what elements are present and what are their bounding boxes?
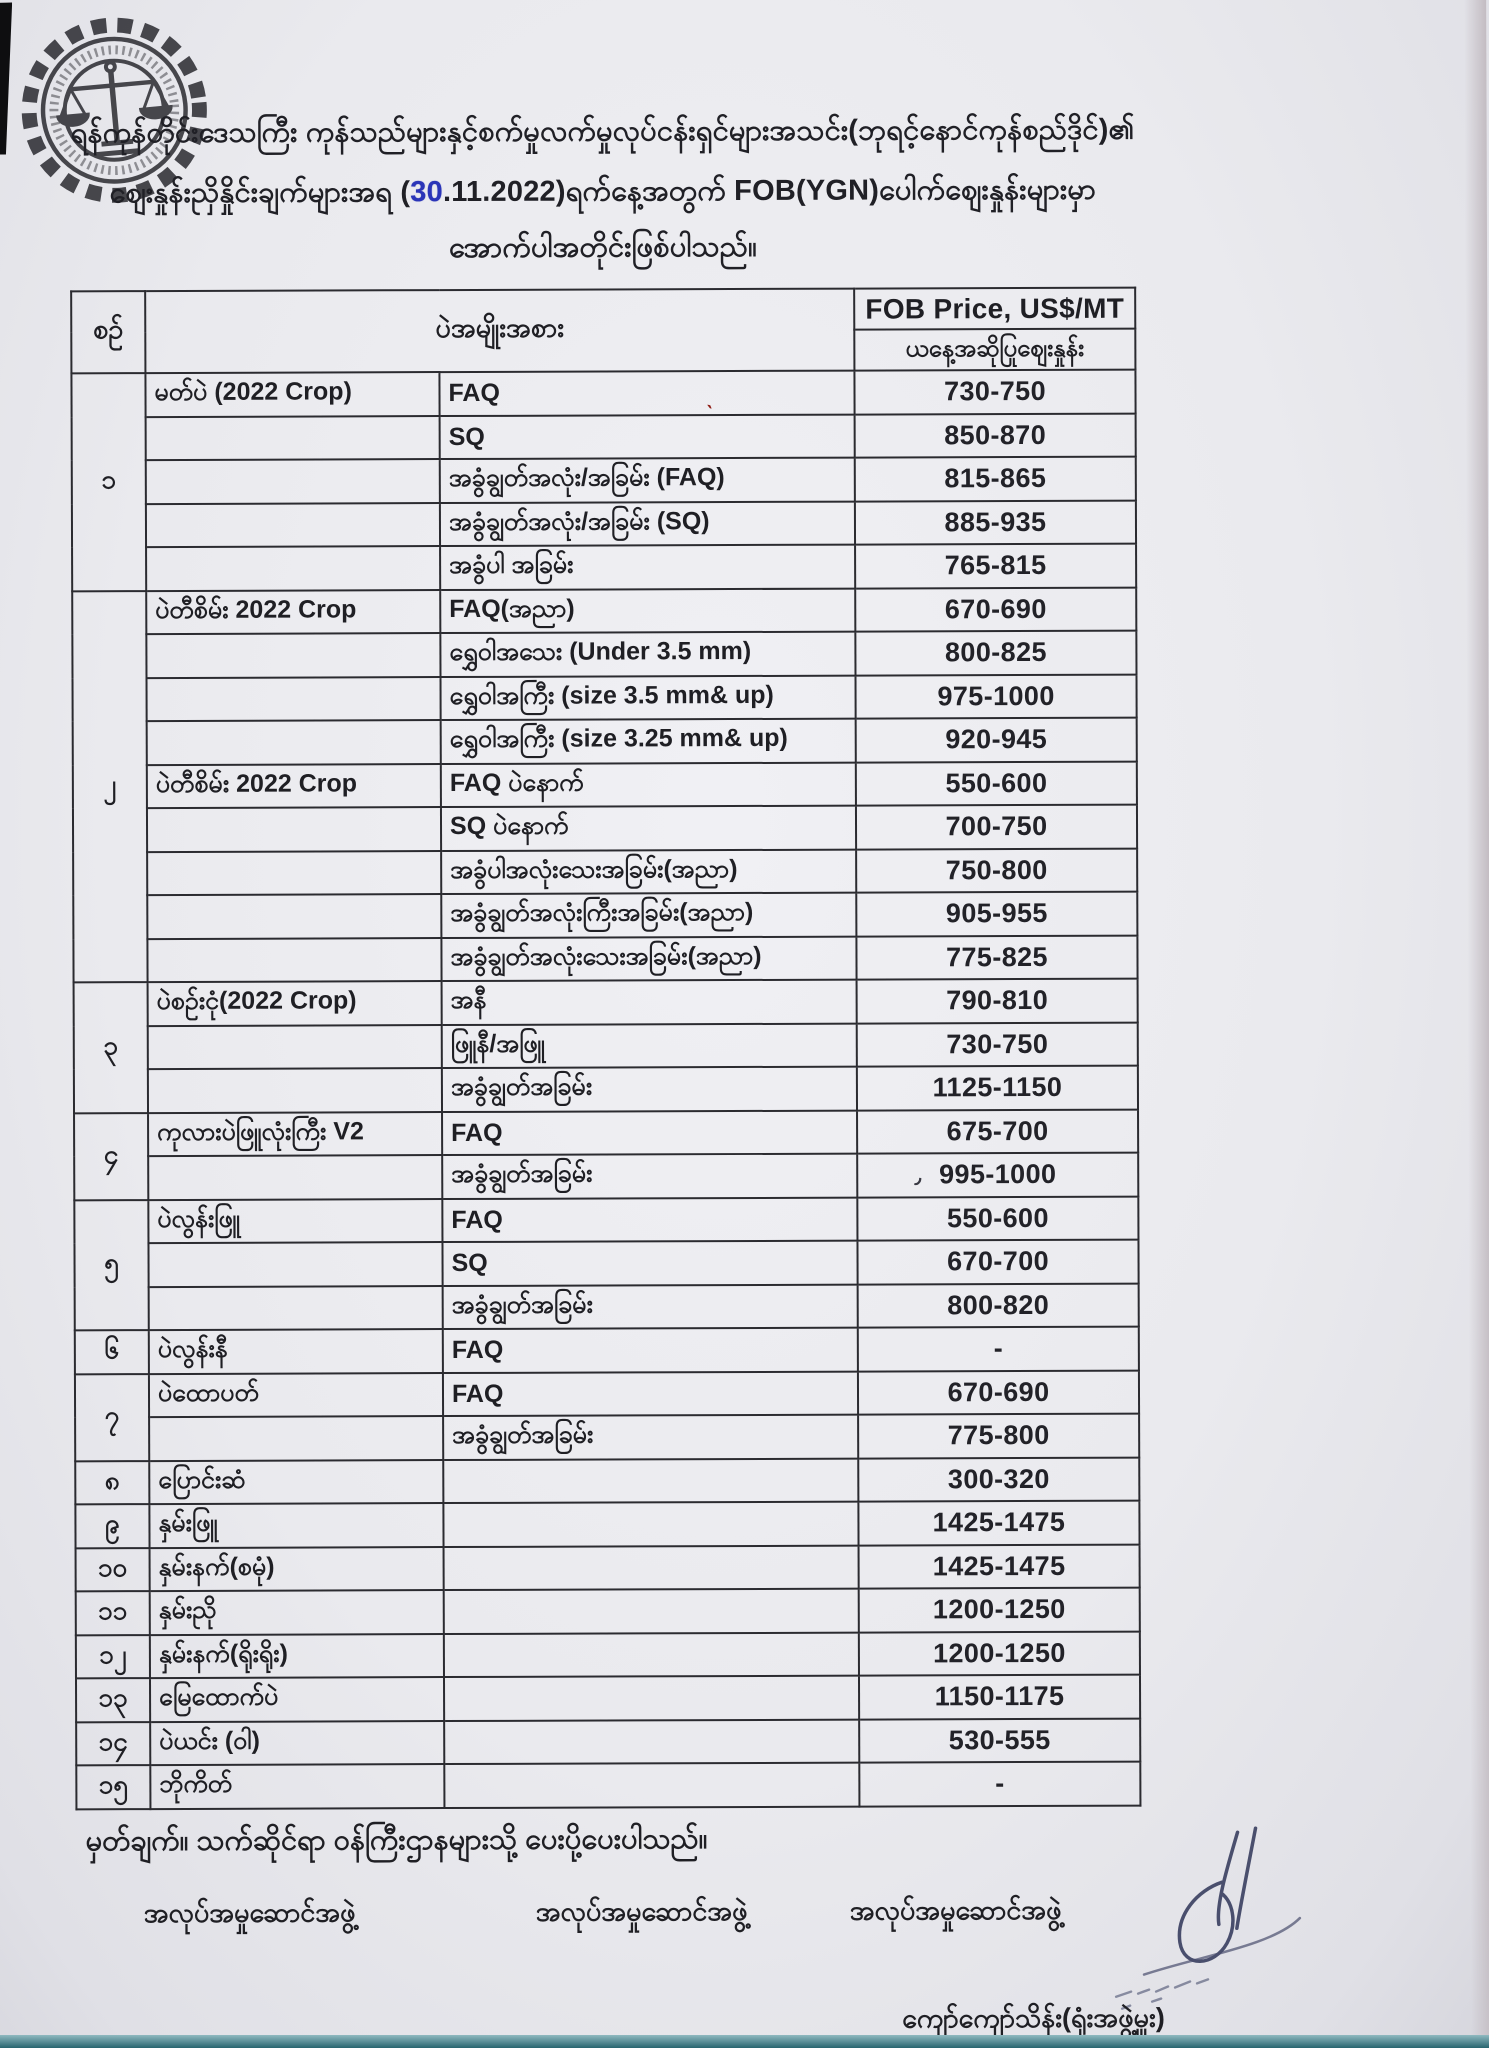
price-value-cell: 1200-1250 [859,1631,1140,1675]
executive-committee-label-3: အလုပ်အမှုဆောင်အဖွဲ့ [849,1894,1062,1926]
serial-number-cell: ၄ [74,1113,148,1200]
bean-group-cell [147,851,441,896]
bean-group-cell: ပဲတီစိမ်း 2022 Crop [146,590,440,635]
bean-group-cell [149,1286,443,1331]
grade-spec-cell: အခွံချွတ်အလုံးကြီးအခြမ်း(အညာ) [441,893,856,938]
bean-group-cell [146,546,440,591]
table-row [75,1414,1139,1461]
bean-group-cell: ပဲလွန်းနီ [149,1329,443,1374]
grade-spec-cell: ရွှေဝါအကြီး (size 3.25 mm& up) [441,719,856,764]
grade-spec-cell: FAQ ပဲနောက် [441,762,856,807]
table-row [72,500,1136,547]
title-line-2-post: .11.2022)ရက်နေ့အတွက် FOB(YGN)ပေါက်ဈေးနှုန်းများမှာ [442,173,1097,209]
price-value-cell: 885-935 [855,500,1136,544]
price-value-cell: 1200-1250 [859,1588,1140,1632]
serial-number-cell: ၁၃ [76,1678,150,1722]
fob-price-table [70,287,1141,1810]
red-check-mark: ˎ [706,383,719,410]
price-value-cell: 920-945 [856,718,1137,762]
table-row [72,457,1136,504]
table-row [76,1675,1140,1722]
title-line-3: အောက်ပါအတိုင်းဖြစ်ပါသည်။ [448,230,758,265]
column-header-bean-type: ပဲအမျိုးအစား [145,289,854,373]
bean-group-cell [146,503,440,548]
table-row [75,1457,1139,1504]
bean-group-cell: ပဲလွန်းဖြူ [148,1199,442,1244]
serial-number-cell: ၃ [74,982,148,1113]
table-row [73,805,1137,852]
serial-number-cell: ၁၄ [76,1722,150,1766]
price-value-cell: - [858,1327,1139,1371]
price-value-cell: 300-320 [858,1457,1139,1501]
bean-group-cell [149,1416,443,1461]
table-row [73,674,1137,721]
serial-number-cell: ၁ [71,373,146,591]
price-value-cell: 995-1000 [857,1153,1138,1197]
bean-group-cell [147,677,441,722]
bean-group-cell [148,1155,442,1200]
price-value-cell: 670-690 [858,1370,1139,1414]
grade-spec-cell: အခွံချွတ်အခြမ်း [442,1067,857,1112]
price-value-cell: 975-1000 [856,674,1137,718]
grade-spec-cell: အခွံပါအလုံးသေးအခြမ်း(အညာ) [441,849,856,894]
bean-group-cell [146,633,440,678]
table-row [76,1588,1140,1635]
bean-group-cell: မတ်ပဲ (2022 Crop) [145,372,439,417]
scan-edge-artifact-left [0,3,13,155]
serial-number-cell: ၁၅ [76,1765,150,1809]
bean-group-cell [147,894,441,939]
handwritten-date-correction: 30 [410,176,443,209]
price-value-cell: 675-700 [857,1109,1138,1153]
table-row [72,544,1136,591]
serial-number-cell: ၁၁ [76,1591,150,1635]
grade-spec-cell [444,1676,859,1721]
price-value-cell: 1150-1175 [859,1675,1140,1719]
bean-group-cell: မြေထောက်ပဲ [150,1677,444,1722]
price-value-cell: 1125-1150 [857,1066,1138,1110]
bean-group-cell: ဘိုကိတ် [150,1764,444,1809]
grade-spec-cell: အခွံချွတ်အလုံး/အခြမ်း (SQ) [440,501,855,546]
grade-spec-cell: SQ [442,1241,857,1286]
price-value-cell: 815-865 [855,457,1136,501]
title-line-2 [58,171,1148,218]
grade-spec-cell [444,1545,859,1590]
bean-group-cell [147,807,441,852]
table-row [71,370,1135,417]
table-header [71,288,1135,374]
table-row [74,1153,1138,1200]
bean-group-cell: ပဲတီစိမ်း 2022 Crop [147,764,441,809]
bean-group-cell: နှမ်းဖြူ [149,1503,443,1548]
grade-spec-cell: အခွံချွတ်အလုံးသေးအခြမ်း(အညာ) [441,936,856,981]
price-value-cell: 775-825 [856,935,1137,979]
table-row [72,587,1136,634]
price-value-cell: 730-750 [857,1022,1138,1066]
bean-group-cell: ပဲစဉ်းငုံ(2022 Crop) [148,981,442,1026]
bean-group-cell [147,938,441,983]
column-header-serial: စဉ် [71,291,145,373]
grade-spec-cell: ရွှေဝါအသေး (Under 3.5 mm) [440,632,855,677]
grade-spec-cell: အနီ [442,980,857,1025]
executive-committee-label-1: အလုပ်အမှုဆောင်အဖွဲ့ [143,1897,356,1929]
serial-number-cell: ၇ [75,1374,149,1461]
grade-spec-cell [444,1719,859,1764]
table-row [74,1240,1138,1287]
price-value-cell: 800-825 [855,631,1136,675]
grade-spec-cell [443,1502,858,1547]
grade-spec-cell [443,1458,858,1503]
serial-number-cell: ၁၂ [76,1635,150,1679]
price-value-cell: 670-700 [857,1240,1138,1284]
bean-group-cell [147,720,441,765]
grade-spec-cell: အခွံချွတ်အလုံး/အခြမ်း (FAQ) [440,458,855,503]
grade-spec-cell: FAQ [443,1371,858,1416]
price-value-cell: 765-815 [855,544,1136,588]
table-row [75,1370,1139,1417]
serial-number-cell: ၂ [72,591,147,983]
serial-number-cell: ၈ [75,1461,149,1505]
price-value-cell: 800-820 [858,1283,1139,1327]
price-value-cell: 905-955 [856,892,1137,936]
bean-group-cell [148,1068,442,1113]
serial-number-cell: ၆ [75,1330,149,1374]
table-row [72,631,1136,678]
executive-committee-label-2: အလုပ်အမှုဆောင်အဖွဲ့ [535,1895,748,1927]
price-value-cell: 670-690 [855,587,1136,631]
grade-spec-cell [444,1763,859,1808]
table-row [74,1066,1138,1113]
bean-group-cell [146,459,440,504]
bean-group-cell: ပဲထောပတ် [149,1373,443,1418]
scan-edge-shadow-right [1464,0,1489,2045]
price-value-cell: - [859,1762,1140,1806]
grade-spec-cell: ဖြူနီ/အဖြူ [442,1023,857,1068]
signatory-name: ကျော်ကျော်သိန်း(ရုံးအဖွဲ့မှူး) [902,2002,1165,2034]
grade-spec-cell: FAQ [443,1328,858,1373]
price-value-cell: 730-750 [854,370,1135,414]
scan-edge-strip-bottom [0,2035,1489,2048]
price-value-cell: 1425-1475 [858,1501,1139,1545]
table-row [73,892,1137,939]
table-row [74,979,1138,1026]
bean-group-cell [146,416,440,461]
column-header-fob-price: FOB Price, US$/MT [854,288,1135,330]
table-row [75,1327,1139,1374]
column-header-todays-proposed-price: ယနေ့အဆိုပြုဈေးနှုန်း [854,329,1135,371]
serial-number-cell: ၁၀ [76,1548,150,1592]
table-row [74,1196,1138,1243]
title-line-1: ရန်ကုန်တိုင်းဒေသကြီး ကုန်သည်များနှင့်စက်မှုလက်မှုလုပ်ငန်းရှင်များအသင်း(ဘုရင့်နောင်ကုန်စည်ဒိုင်)၏ [70,113,1135,150]
grade-spec-cell: အခွံပါ အခြမ်း [440,545,855,590]
title-line-2-pre: ဈေးနှုန်းညှိနှိုင်းချက်များအရ ( [109,176,411,210]
footnote: မှတ်ချက်။ သက်ဆိုင်ရာ ဝန်ကြီးဌာနများသို့ ပေးပို့ပေးပါသည်။ [85,1823,708,1858]
price-value-cell: 850-870 [855,413,1136,457]
grade-spec-cell: FAQ [442,1197,857,1242]
price-value-cell: 700-750 [856,805,1137,849]
grade-spec-cell [444,1632,859,1677]
table-row [73,761,1137,808]
table-row [75,1501,1139,1548]
grade-spec-cell [444,1589,859,1634]
bean-group-cell: ပဲယင်း (ဝါ) [150,1721,444,1766]
grade-spec-cell: FAQ [442,1110,857,1155]
table-row [73,718,1137,765]
grade-spec-cell: အခွံချွတ်အခြမ်း [443,1415,858,1460]
table-row [74,1022,1138,1069]
table-row [76,1544,1140,1591]
small-ink-mark: ٫ [913,1167,924,1188]
grade-spec-cell: FAQ [439,371,854,416]
price-value-cell: 750-800 [856,848,1137,892]
bean-group-cell [148,1242,442,1287]
price-value-cell: 790-810 [857,979,1138,1023]
price-value-cell: 775-800 [858,1414,1139,1458]
grade-spec-cell: SQ ပဲနောက် [441,806,856,851]
grade-spec-cell: အခွံချွတ်အခြမ်း [442,1154,857,1199]
grade-spec-cell: အခွံချွတ်အခြမ်း [443,1284,858,1329]
bean-group-cell: ပြောင်းဆံ [149,1460,443,1505]
bean-group-cell: နှမ်းနက်(စမုံ) [150,1547,444,1592]
bean-group-cell: နှမ်းနက်(ရိုးရိုး) [150,1634,444,1679]
table-row [75,1283,1139,1330]
bean-group-cell [148,1025,442,1070]
table-row [73,848,1137,895]
price-value-cell: 1425-1475 [859,1544,1140,1588]
table-row [74,1109,1138,1156]
serial-number-cell: ၉ [75,1504,149,1548]
serial-number-cell: ၅ [74,1200,148,1331]
table-row [76,1718,1140,1765]
table-row [73,935,1137,982]
table-row [76,1631,1140,1678]
bean-group-cell: နှမ်းညို [150,1590,444,1635]
price-value-cell: 550-600 [857,1196,1138,1240]
grade-spec-cell: SQ [440,414,855,459]
grade-spec-cell: FAQ(အညာ) [440,588,855,633]
bean-group-cell: ကုလားပဲဖြူလုံးကြီး V2 [148,1112,442,1157]
price-value-cell: 550-600 [856,761,1137,805]
grade-spec-cell: ရွှေဝါအကြီး (size 3.5 mm& up) [441,675,856,720]
price-value-cell: 530-555 [859,1718,1140,1762]
price-table-body [71,370,1140,1809]
table-row [76,1762,1140,1809]
table-row [72,413,1136,460]
